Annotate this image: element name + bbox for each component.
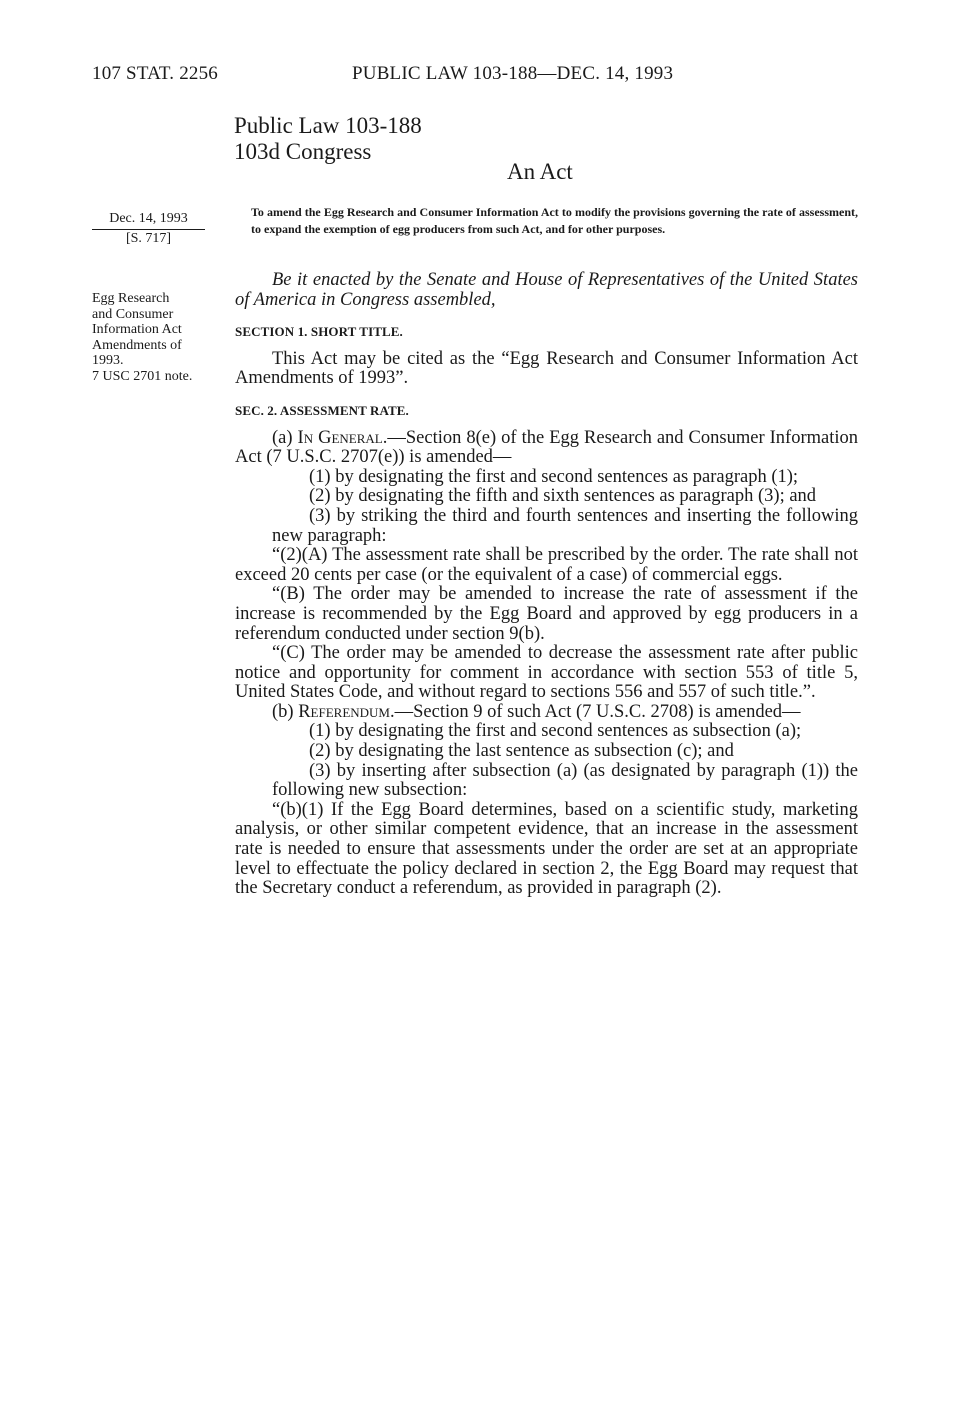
quoted-subsection-b1: “(b)(1) If the Egg Board determines, based on a scientific study, marketing analysis, or other similar competent evidence, that an increase in the assessment rate is needed to ensure that assessments under the order are set at an appropriate level to effectuate the policy declared in section 2, the Egg Board may request that the Secretary conduct a referendum, as provided in paragraph (2). <box>235 799 858 899</box>
bill-number: [S. 717] <box>125 231 172 246</box>
paragraph-a2: (2) by designating the fifth and sixth sentences as paragraph (3); and <box>309 486 817 507</box>
subsection-a-label: (a) <box>272 427 298 448</box>
enactment-date: Dec. 14, 1993 <box>92 210 205 230</box>
subsection-a-text: —Section 8(e) of the Egg Research and Consumer Information Act (7 U.S.C. 2707(e)) is amended— <box>235 427 858 468</box>
law-title-block <box>234 113 422 165</box>
subsection-a-caption: In General. <box>297 427 388 448</box>
running-header: PUBLIC LAW 103-188—DEC. 14, 1993 <box>352 63 674 84</box>
subsection-b-text: —Section 9 of such Act (7 U.S.C. 2708) is amended— <box>394 701 801 722</box>
margin-note-line: Information Act <box>92 322 182 337</box>
purpose-text: To amend the Egg Research and Consumer Information Act to modify the provisions governing the rate of assessment, to expand the exemption of egg producers from such Act, and for other purposes. <box>251 205 858 236</box>
margin-note-line: 1993. <box>92 353 124 368</box>
act-body <box>235 271 858 899</box>
section-1-text: This Act may be cited as the “Egg Research and Consumer Information Act Amendments of 1993”. <box>235 348 858 389</box>
margin-note-line: Egg Research <box>92 291 170 306</box>
enacting-clause: Be it enacted by the Senate and House of Representatives of the United States of America in Congress assembled, <box>235 270 858 310</box>
paragraph-b3: (3) by inserting after subsection (a) (as designated by paragraph (1)) the following new subsection: <box>272 760 858 801</box>
section-2-heading: SEC. 2. ASSESSMENT RATE. <box>235 402 409 418</box>
margin-date-block <box>92 210 205 248</box>
margin-note-line: Amendments of <box>92 337 182 353</box>
margin-note-line: and Consumer <box>92 306 174 322</box>
public-law-number: Public Law 103-188 <box>234 113 422 138</box>
paragraph-b2: (2) by designating the last sentence as subsection (c); and <box>309 741 734 762</box>
quoted-paragraph-2a: “(2)(A) The assessment rate shall be prescribed by the order. The rate shall not exceed 20 cents per case (or the equivalent of a case) of commercial eggs. <box>235 545 858 585</box>
subsection-b-caption: Referendum. <box>298 701 395 722</box>
paragraph-a1: (1) by designating the first and second sentences as paragraph (1); <box>309 466 799 487</box>
subsection-b <box>235 703 858 723</box>
an-act-heading: An Act <box>507 159 573 184</box>
page-stat-citation: 107 STAT. 2256 <box>92 63 219 84</box>
quoted-paragraph-b: “(B) The order may be amended to increase the rate of assessment if the increase is recommended by the Egg Board and approved by egg producers in a referendum conducted under section 9(b). <box>235 584 858 644</box>
paragraph-a3: (3) by striking the third and fourth sentences and inserting the following new paragraph: <box>272 505 858 546</box>
subsection-a <box>235 429 858 468</box>
congress-number: 103d Congress <box>234 139 372 164</box>
section-1-heading: SECTION 1. SHORT TITLE. <box>235 324 403 340</box>
paragraph-b1: (1) by designating the first and second sentences as subsection (a); <box>309 721 802 742</box>
quoted-paragraph-c: “(C) The order may be amended to decrease the assessment rate after public notice and opportunity for comment in accordance with section 553 of title 5, United States Code, and without regard to sections 556 and 557 of such title.”. <box>235 643 858 703</box>
usc-note: 7 USC 2701 note. <box>92 368 193 384</box>
subsection-b-label: (b) <box>272 701 299 722</box>
margin-short-title-note <box>92 291 222 384</box>
purpose-clause <box>235 204 858 238</box>
